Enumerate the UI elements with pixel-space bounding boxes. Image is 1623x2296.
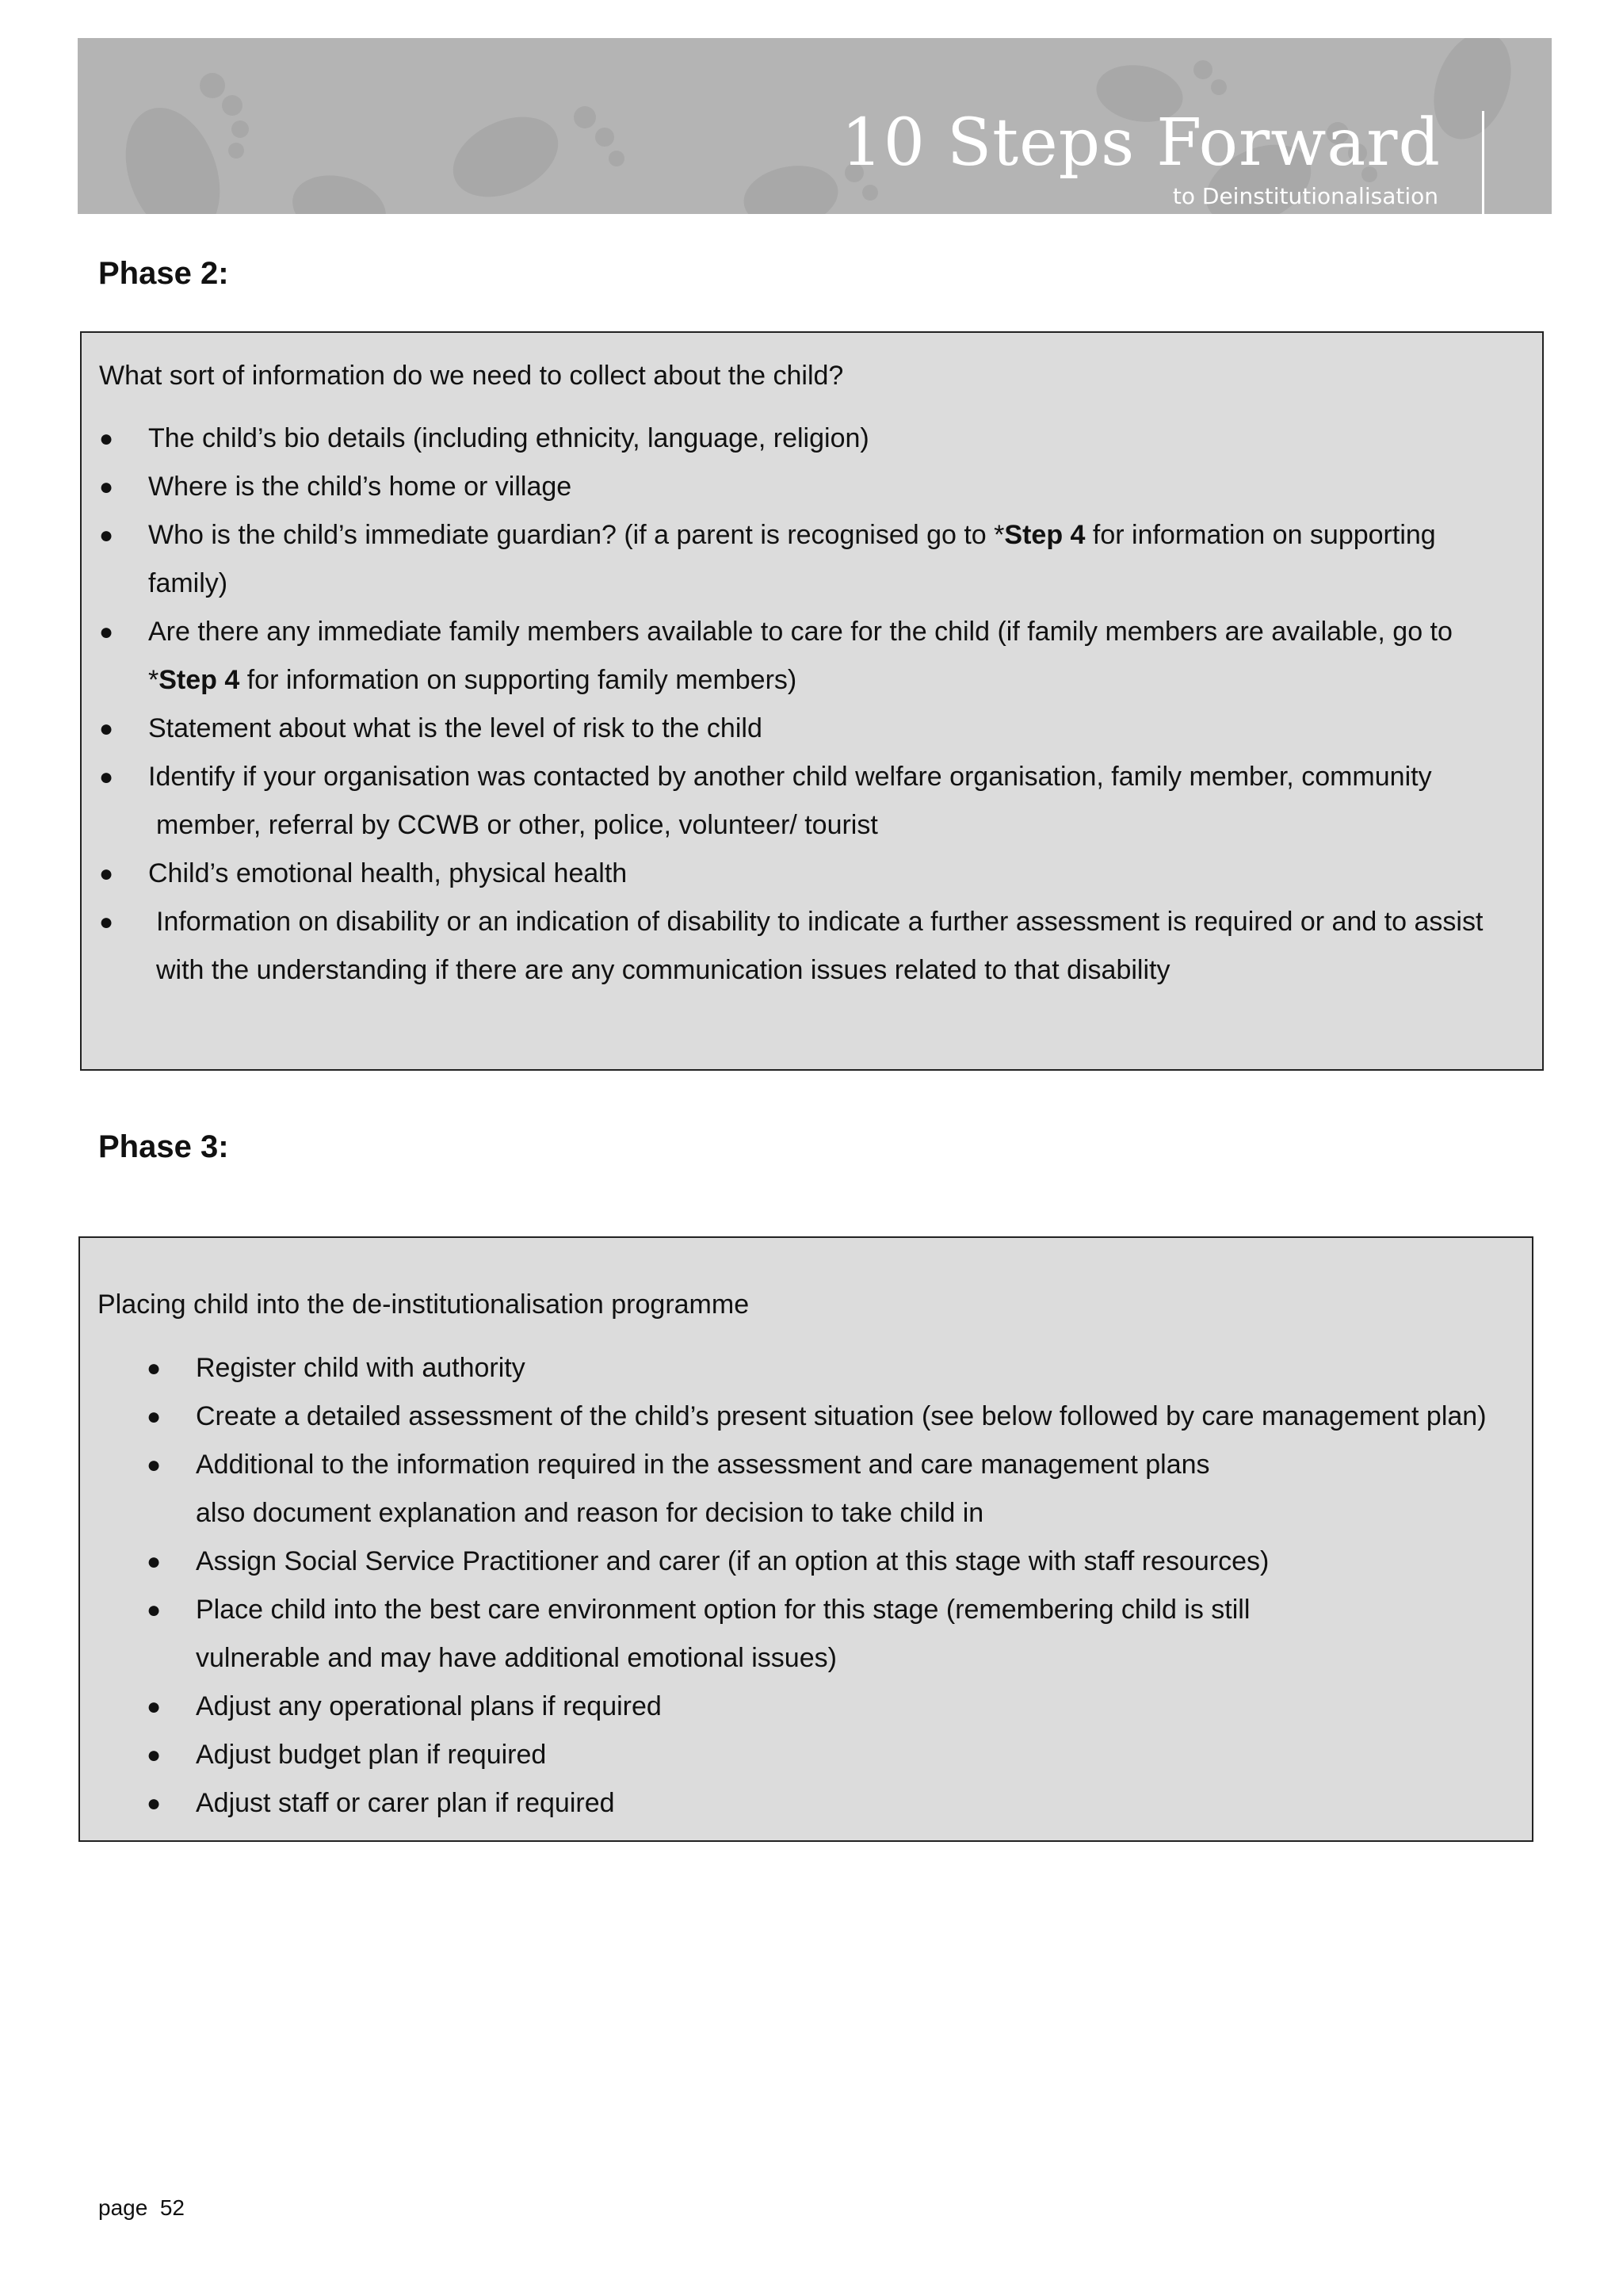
page-number: page 52 xyxy=(98,2195,185,2220)
bullet-icon: ● xyxy=(147,1355,162,1381)
list-item: ● Create a detailed assessment of the child’s present situation (see below followed by care management plan) xyxy=(147,1392,1487,1441)
phase-2-box xyxy=(80,331,1544,1071)
list-item: ● Statement about what is the level of risk to the child xyxy=(99,705,762,753)
bullet-icon: ● xyxy=(147,1790,162,1817)
bullet-icon: ● xyxy=(147,1694,162,1720)
list-item: ● Adjust staff or carer plan if required xyxy=(147,1779,615,1828)
bullet-icon: ● xyxy=(147,1597,162,1623)
bullet-icon: ● xyxy=(99,474,114,500)
bullet-icon: ● xyxy=(99,716,114,742)
phase-3-box xyxy=(78,1236,1533,1842)
bullet-icon: ● xyxy=(99,426,114,452)
list-item: ● Register child with authority xyxy=(147,1344,525,1392)
banner-subtitle: to Deinstitutionalisation xyxy=(1172,183,1438,209)
list-item: ● The child’s bio details (including ethnicity, language, religion) xyxy=(99,415,869,463)
bullet-icon: ● xyxy=(147,1452,162,1478)
bullet-icon: ● xyxy=(99,619,114,645)
bullet-icon: ● xyxy=(147,1404,162,1430)
banner-title: 10 Steps Forward xyxy=(841,105,1441,181)
phase-2-intro: What sort of information do we need to collect about the child? xyxy=(99,361,844,391)
bullet-icon: ● xyxy=(99,764,114,790)
phase-3-heading: Phase 3: xyxy=(98,1129,229,1164)
header-banner xyxy=(78,38,1552,214)
list-item: ● Additional to the information required in the assessment and care management plans also document explanation and reason for decision to take child in xyxy=(147,1441,1210,1538)
list-item: ● Information on disability or an indication of disability to indicate a further assessment is required or and to assist with the understanding if there are any communication issues related to that disability xyxy=(99,898,1483,995)
bullet-icon: ● xyxy=(99,909,114,935)
list-item: ● Who is the child’s immediate guardian? (if a parent is recognised go to *Step 4 for information on supporting family) xyxy=(99,511,1436,608)
list-item: ● Adjust budget plan if required xyxy=(147,1731,546,1779)
step-4-reference: Step 4 xyxy=(1004,520,1086,550)
bullet-icon: ● xyxy=(147,1742,162,1768)
list-item: ● Adjust any operational plans if required xyxy=(147,1683,662,1731)
list-item: ● Place child into the best care environment option for this stage (remembering child is still vulnerable and may have additional emotional issues) xyxy=(147,1586,1250,1683)
bullet-icon: ● xyxy=(147,1549,162,1575)
phase-2-heading: Phase 2: xyxy=(98,256,229,291)
list-item: ● Where is the child’s home or village xyxy=(99,463,571,511)
list-item: ● Identify if your organisation was contacted by another child welfare organisation, family member, community member, referral by CCWB or other, police, volunteer/ tourist xyxy=(99,753,1432,850)
phase-3-intro: Placing child into the de-institutionalisation programme xyxy=(97,1289,750,1320)
list-item: ● Child’s emotional health, physical health xyxy=(99,850,627,898)
bullet-icon: ● xyxy=(99,522,114,548)
banner-divider xyxy=(1482,111,1484,214)
list-item: ● Are there any immediate family members available to care for the child (if family members are available, go to *Step 4 for information on supporting family members) xyxy=(99,608,1453,705)
step-4-reference: Step 4 xyxy=(158,665,240,695)
list-item: ● Assign Social Service Practitioner and carer (if an option at this stage with staff resources) xyxy=(147,1538,1269,1586)
bullet-icon: ● xyxy=(99,861,114,887)
